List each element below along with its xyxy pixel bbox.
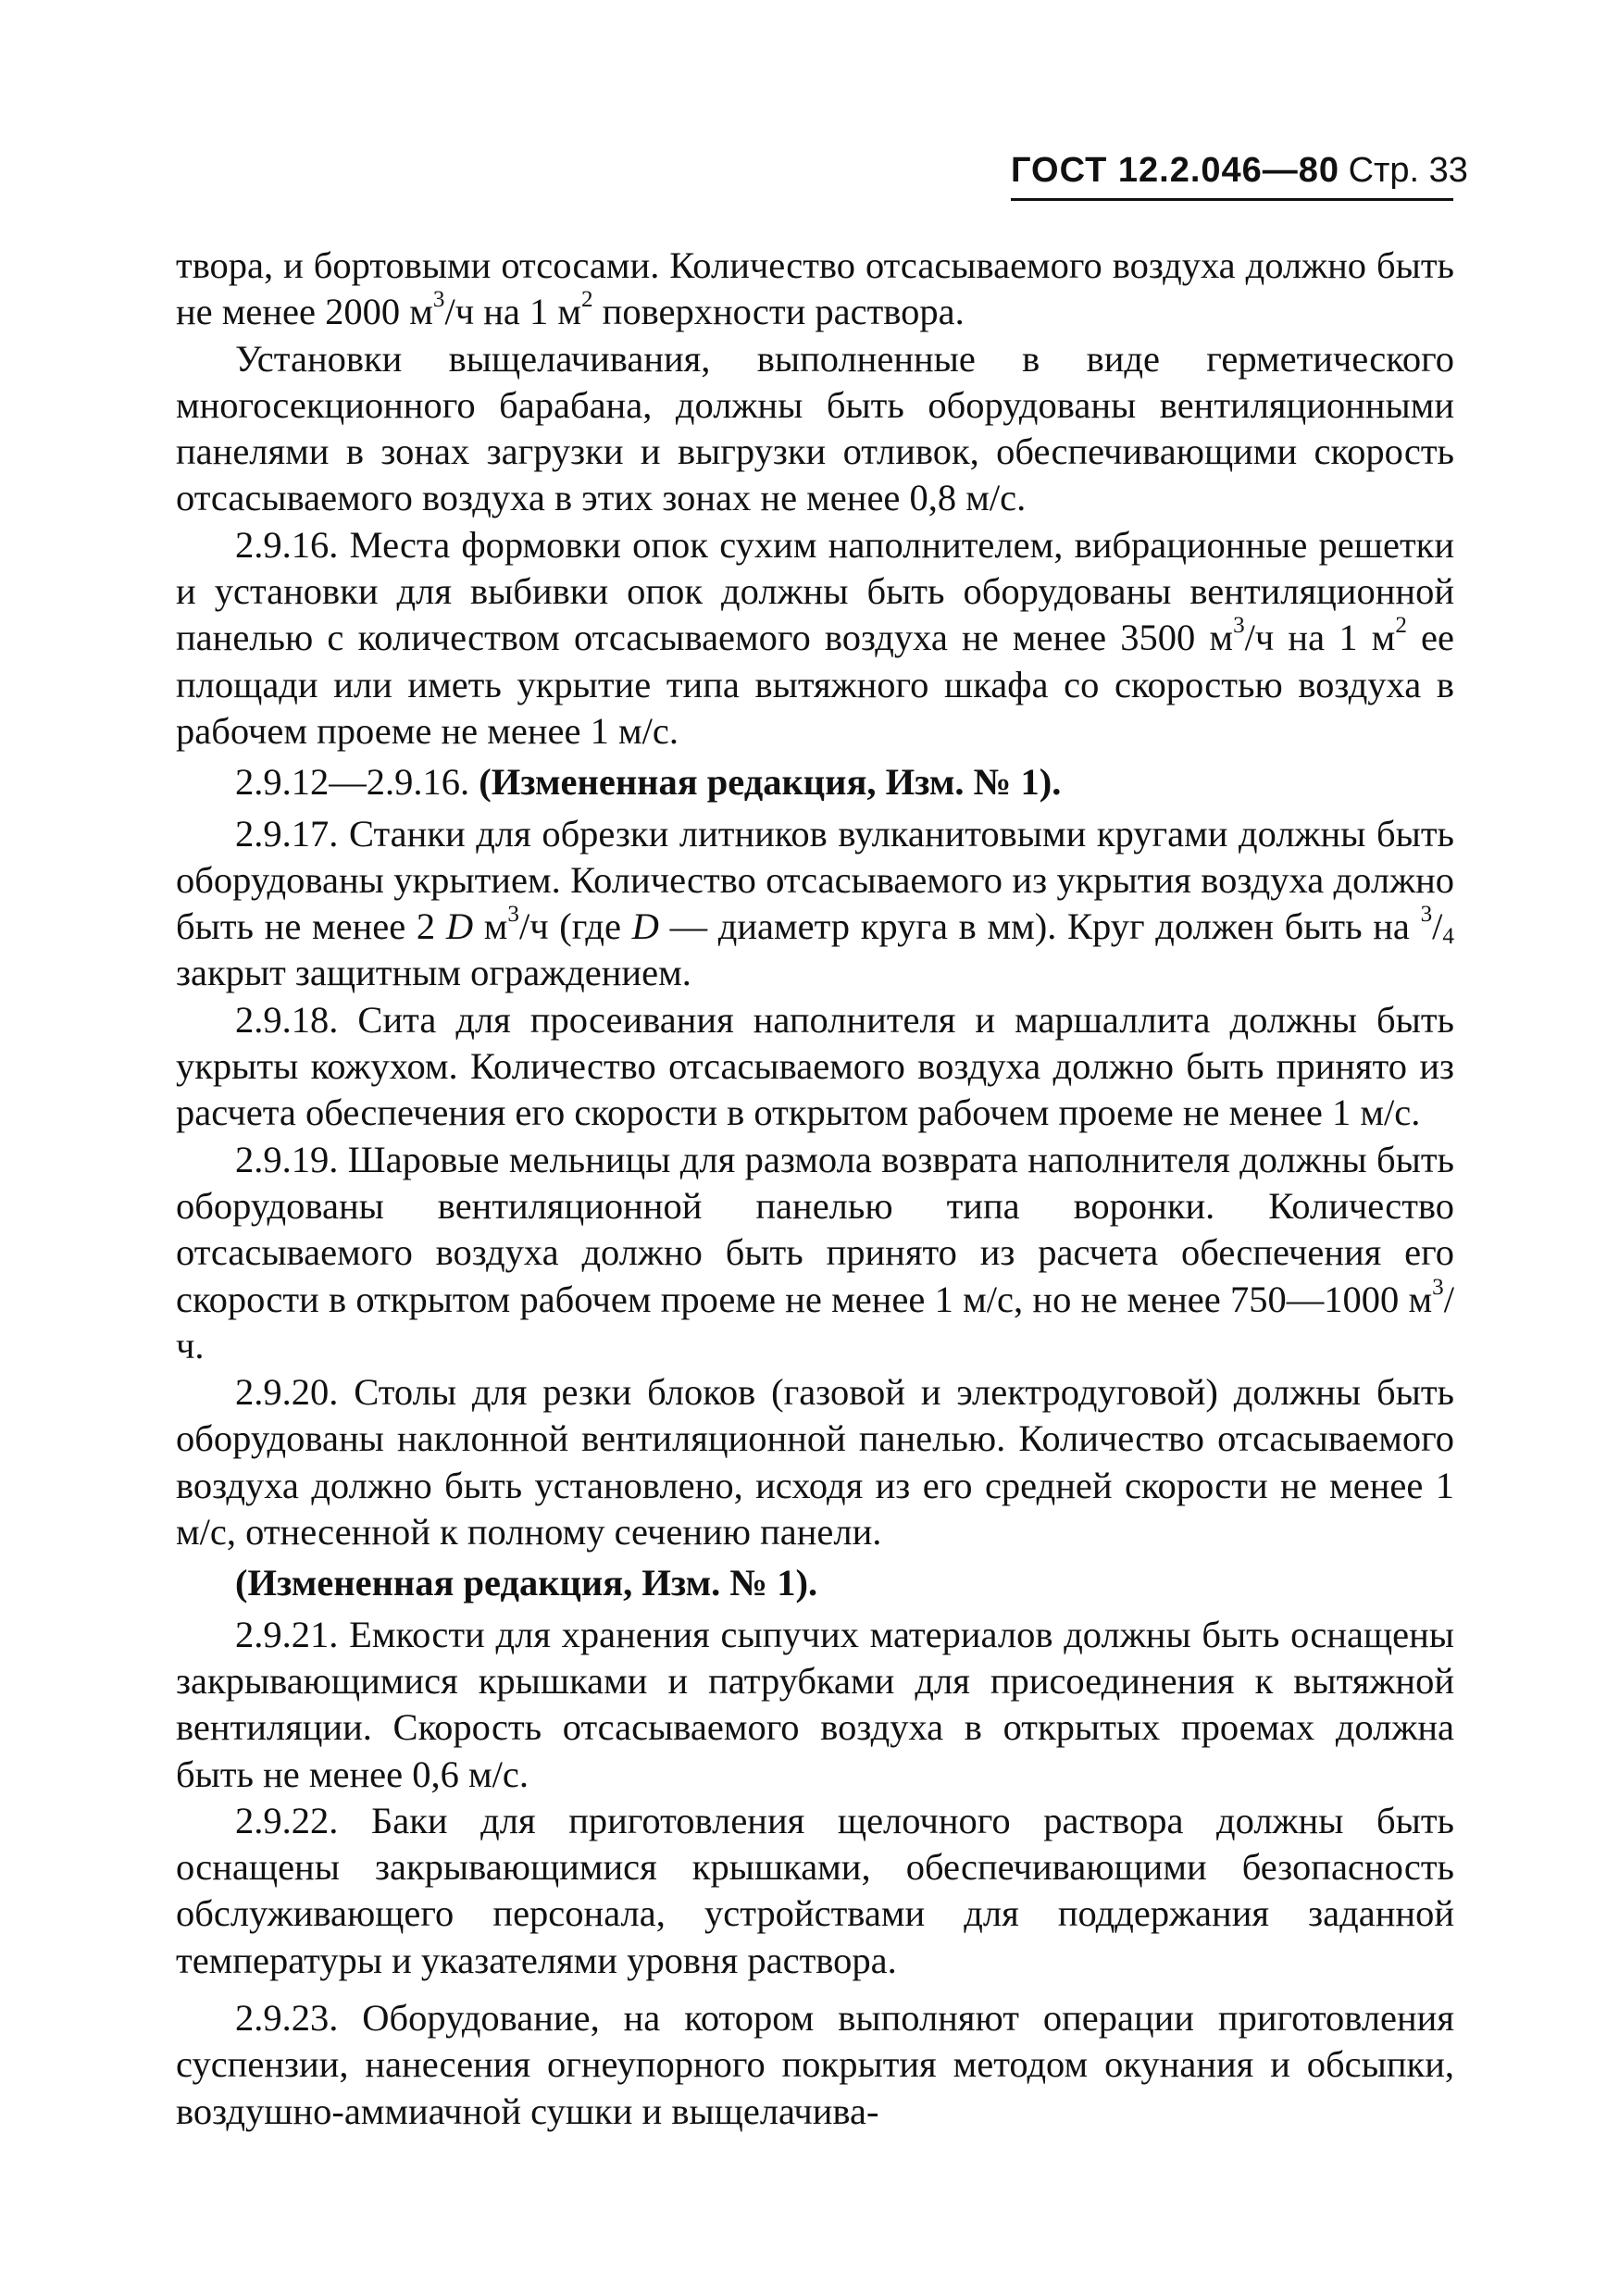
text-run: поверхности раствора. <box>592 291 965 333</box>
paragraph-2-9-16 <box>176 522 1454 755</box>
text-run: закрыт защитным ограждением. <box>176 952 691 994</box>
paragraph-2-9-18: 2.9.18. Сита для просеивания наполнителя и маршаллита должны быть укрыты кожухом. Количество отсасываемого воздуха должно быть принято из расчета обеспечения его скорости в открытом рабочем проеме не менее 1 м/с. <box>176 998 1454 1134</box>
text-run: /ч на 1 м <box>444 291 581 333</box>
amendment-note-2-9-12-2-9-16 <box>176 759 1454 805</box>
standard-number: ГОСТ 12.2.046—80 <box>1011 151 1340 190</box>
fraction-denominator: 4 <box>1442 924 1454 950</box>
variable-d: D <box>445 905 474 948</box>
text-run: /ч (где <box>518 905 632 948</box>
amendment-note <box>176 1560 1454 1606</box>
text-run: 2.9.19. Шаровые мельницы для размола возврата наполнителя должны быть оборудованы вентиляционной панелью типа воронки. Количество отсасываемого воздуха должно быть принято из расчета обеспечения его скорости в открытом рабочем проеме не менее 1 м/с, но не менее 750—1000 м <box>176 1138 1454 1320</box>
clause-range: 2.9.12—2.9.16. <box>235 761 479 804</box>
text-run: 2.9.16. Места формовки опок сухим наполнителем, вибрационные решетки и установки для выбивки опок должны быть оборудованы вентиляционной панелью с количеством отсасываемого воздуха не менее 3500 м <box>176 523 1454 659</box>
paragraph-2-9-17 <box>176 811 1454 997</box>
unit-exponent: 3 <box>507 902 519 928</box>
unit-exponent: 3 <box>1233 613 1245 639</box>
text-run: ее площади или иметь укрытие типа вытяжного шкафа со скоростью воздуха в рабочем проеме не менее 1 м/с. <box>176 617 1455 752</box>
amendment-label: (Измененная редакция, Изм. № 1). <box>235 1562 818 1604</box>
unit-exponent: 2 <box>580 287 593 313</box>
paragraph-leaching-units: Установки выщелачивания, выполненные в виде герметического многосекционного барабана, должны быть оборудованы вентиляционными панелями в зонах загрузки и выгрузки отливок, обеспечивающими скорость отсасываемого воздуха в этих зонах не менее 0,8 м/с. <box>176 337 1454 519</box>
header-rule <box>1011 198 1453 201</box>
page-number: Стр. 33 <box>1348 151 1468 190</box>
text-run: — диаметр круга в мм). Круг должен быть на <box>658 905 1421 948</box>
unit-exponent: 2 <box>1395 613 1407 639</box>
unit-exponent: 3 <box>1432 1274 1444 1300</box>
text-run: твора, и бортовыми отсосами. Количество отсасываемого воздуха должно быть не менее 2000 м <box>176 244 1454 333</box>
text-run: /ч. <box>176 1278 1454 1366</box>
text-run: /ч на 1 м <box>1244 617 1396 659</box>
paragraph-2-9-20: 2.9.20. Столы для резки блоков (газовой и электродуговой) должны быть оборудованы наклонной вентиляционной панелью. Количество отсасываемого воздуха должно быть установлено, исходя из его средней скорости не менее 1 м/с, отнесенной к полному сечению панели. <box>176 1371 1454 1554</box>
unit-exponent: 3 <box>432 287 445 313</box>
text-run: м <box>473 905 508 948</box>
text-run: 2.9.17. Станки для обрезки литников вулканитовыми кругами должны быть оборудованы укрытием. Количество отсасываемого из укрытия воздуха должно быть не менее 2 <box>176 812 1454 948</box>
body-text <box>176 243 1454 2135</box>
paragraph-2-9-22: 2.9.22. Баки для приготовления щелочного раствора должны быть оснащены закрывающимися крышками, обеспечивающими безопасность обслуживающего персонала, устройствами для поддержания заданной температуры и указателями уровня раствора. <box>176 1799 1454 1981</box>
running-header <box>1011 148 1468 193</box>
fraction-slash: / <box>1432 905 1443 948</box>
fraction-numerator: 3 <box>1420 902 1433 928</box>
amendment-label: (Измененная редакция, Изм. № 1). <box>479 761 1062 804</box>
paragraph-2-9-21: 2.9.21. Емкости для хранения сыпучих материалов должны быть оснащены закрывающимися крышками и патрубками для присоединения к вытяжной вентиляции. Скорость отсасываемого воздуха в открытых проемах должна быть не менее 0,6 м/с. <box>176 1613 1454 1795</box>
paragraph-2-9-23: 2.9.23. Оборудование, на котором выполняют операции приготовления суспензии, нанесения огнеупорного покрытия методом окунания и обсыпки, воздушно-аммиачной сушки и выщелачива- <box>176 1996 1454 2132</box>
paragraph-continuation <box>176 243 1454 336</box>
paragraph-2-9-19 <box>176 1137 1454 1369</box>
variable-d: D <box>631 905 659 948</box>
